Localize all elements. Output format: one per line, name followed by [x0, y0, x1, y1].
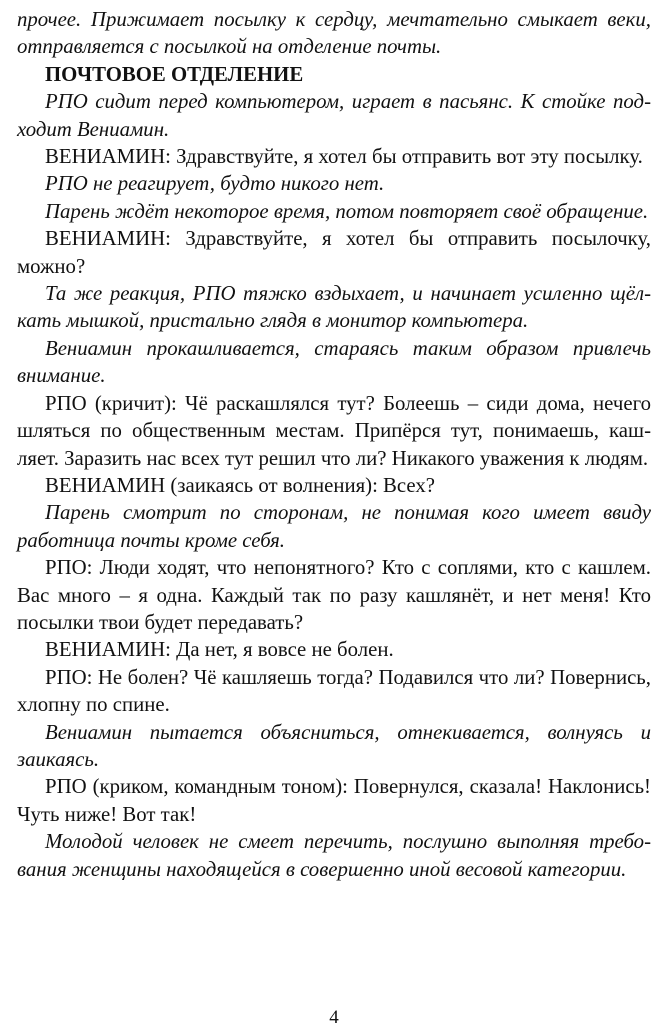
- stage-direction: Парень смотрит по сторонам, не понимая кого имеет ввиду работница почты кроме себя.: [17, 501, 651, 552]
- stage-direction: Парень ждёт некоторое время, потом повторяет своё обращение.: [45, 199, 649, 223]
- stage-direction: Молодой человек не смеет перечить, послушно выполняя требования женщины находящейся в совершенно иной весовой категории.: [17, 830, 651, 881]
- dialogue-line: РПО: Не болен? Чё кашляешь тогда? Подавился что ли? Повернись, хлопну по спине.: [17, 665, 651, 717]
- dialogue-line: ВЕНИАМИН: Здравствуйте, я хотел бы отправить посылочку, можно?: [17, 227, 651, 278]
- page-number: 4: [329, 1007, 339, 1028]
- dialogue-line: РПО: Люди ходят, что непонятного? Кто с соплями, кто с кашлем. Вас много – я одна. Каждый так по разу кашлянёт, и нет меня! Кто посылки твои будет передавать?: [17, 556, 651, 634]
- dialogue-line: ВЕНИАМИН (заикаясь от волнения): Всех?: [45, 473, 435, 497]
- section-heading: ПОЧТОВОЕ ОТДЕЛЕНИЕ: [45, 62, 304, 86]
- dialogue-line: ВЕНИАМИН: Здравствуйте, я хотел бы отправить вот эту посылку.: [45, 145, 643, 169]
- stage-direction: Та же реакция, РПО тяжко вздыхает, и начинает усиленно щёлкать мышкой, пристально глядя в монитор компьютера.: [17, 282, 651, 333]
- dialogue-line: РПО (кричит): Чё раскашлялся тут? Болеешь – сиди дома, нечего шляться по общественным местам. Припёрся тут, понимаешь, кашляет. Заразить нас всех тут решил что ли? Никакого уважения к людям.: [17, 391, 651, 470]
- dialogue-line: ВЕНИАМИН: Да нет, я вовсе не болен.: [45, 638, 394, 662]
- stage-direction: Вениамин прокашливается, стараясь таким образом привлечь внимание.: [17, 336, 651, 388]
- stage-direction: прочее. Прижимает посылку к сердцу, мечтательно смыкает веки, отправляется с посылкой на отделение почты.: [17, 8, 651, 59]
- stage-direction: РПО сидит перед компьютером, играет в пасьянс. К стойке подходит Вениамин.: [17, 90, 651, 141]
- dialogue-line: РПО (криком, командным тоном): Повернулся, сказала! Наклонись! Чуть ниже! Вот так!: [17, 775, 651, 826]
- page-text: [17, 6, 651, 883]
- stage-direction: Вениамин пытается объясниться, отнекивается, волнуясь и заикаясь.: [17, 720, 651, 771]
- stage-direction: РПО не реагирует, будто никого нет.: [45, 172, 385, 196]
